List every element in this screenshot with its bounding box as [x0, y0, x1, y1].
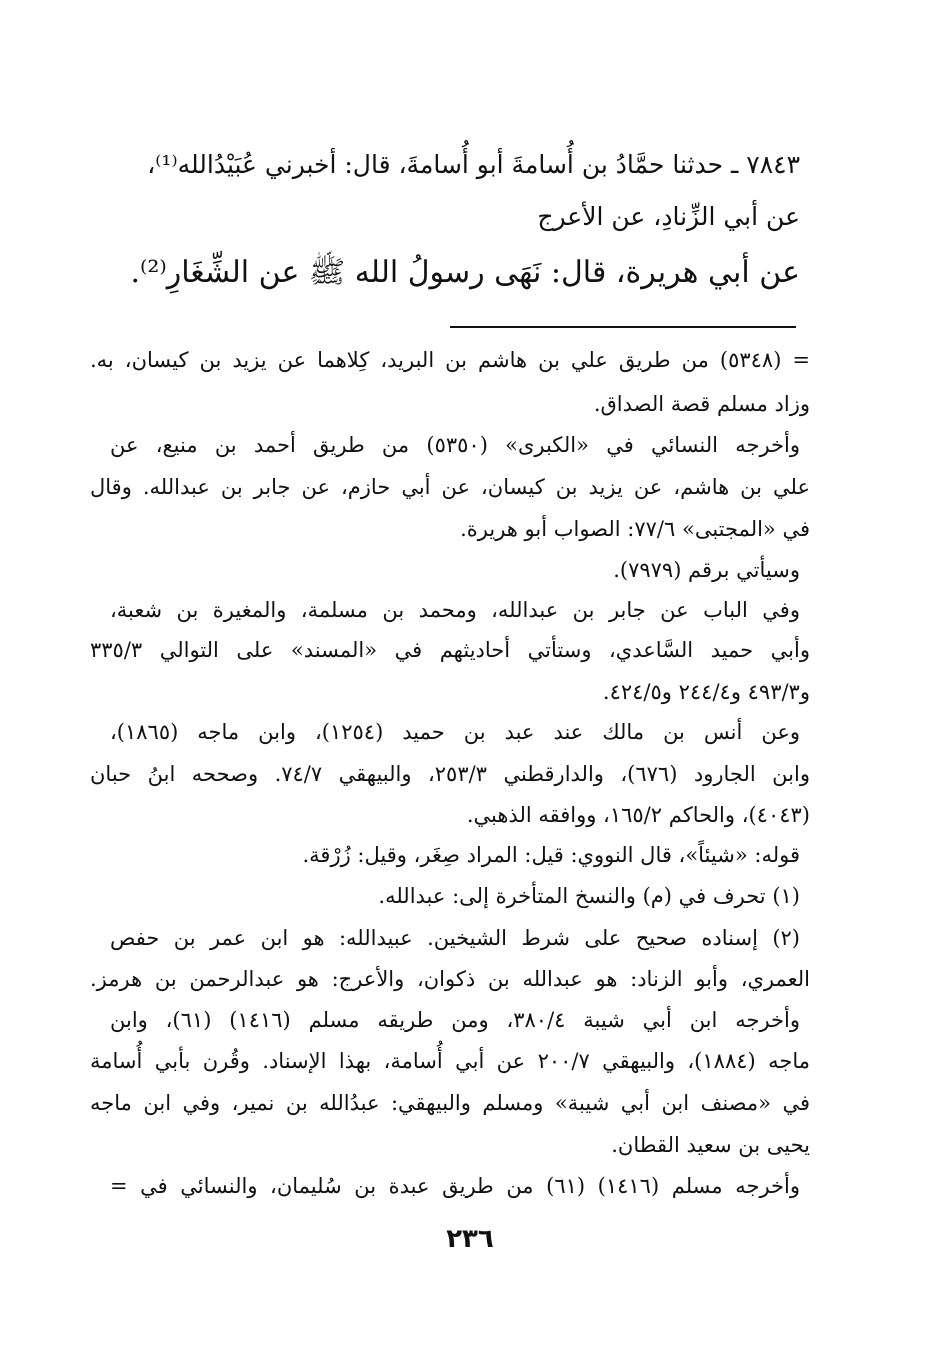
footnote-2-line-2: العمري، وأبو الزناد: هو عبدالله بن ذكوان، والأعرج: هو عبدالرحمن بن هرمز.: [90, 967, 810, 991]
footnote-2-line-1: (٢) إسناده صحيح على شرط الشيخين. عبيدالله: هو ابن عمر بن حفص: [110, 926, 800, 950]
footnote-2-line-3: وأخرجه ابن أبي شيبة ٣٨٠/٤، ومن طريقه مسلم (١٤١٦) (٦١)، وابن: [110, 1008, 800, 1032]
footnote-line-13: قوله: «شيئاً»، قال النووي: قيل: المراد صِغَر، وقيل: زُرْقة.: [302, 843, 800, 867]
footnote-line-6: وسيأتي برقم (٧٩٧٩).: [613, 558, 800, 582]
footnote-line-3: وأخرجه النسائي في «الكبرى» (٥٣٥٠) من طريق أحمد بن منيع، عن: [110, 433, 800, 457]
footnote-line-7: وفي الباب عن جابر بن عبدالله، ومحمد بن مسلمة، والمغيرة بن شعبة،: [110, 598, 800, 622]
footnote-2-line-5: في «مصنف ابن أبي شيبة» ومسلم والبيهقي: عبدُالله بن نمير، وفي ابن ماجه: [90, 1091, 810, 1115]
footnote-line-10: وعن أنس بن مالك عند عبد بن حميد (١٢٥٤)، وابن ماجه (١٨٦٥)،: [110, 720, 800, 744]
footnote-line-2: وزاد مسلم قصة الصداق.: [593, 392, 810, 416]
hadith-line-1: ٧٨٤٣ ـ حدثنا حمَّادُ بن أُسامةَ أبو أُسامةَ، قال: أخبرني عُبَيْدُالله⁽¹⁾،: [147, 150, 800, 179]
footnote-2-line-6: يحيى بن سعيد القطان.: [611, 1133, 810, 1157]
footnote-1: (١) تحرف في (م) والنسخ المتأخرة إلى: عبدالله.: [378, 884, 800, 908]
page-number: ٢٣٦: [446, 1224, 494, 1254]
footnote-2-line-4: ماجه (١٨٨٤)، والبيهقي ٢٠٠/٧ عن أبي أُسامة، بهذا الإسناد. وقُرن بأبي أُسامة: [90, 1049, 810, 1073]
footnote-line-1: = (٥٣٤٨) من طريق علي بن هاشم بن البريد، كِلاهما عن يزيد بن كيسان، به.: [90, 348, 810, 372]
footnote-line-11: وابن الجارود (٦٧٦)، والدارقطني ٢٥٣/٣، والبيهقي ٧٤/٧. وصححه ابنُ حبان: [90, 762, 810, 786]
hadith-line-3: عن أبي هريرة، قال: نَهَى رسولُ الله ﷺ عن الشِّغَارِ⁽²⁾.: [130, 255, 800, 290]
footnote-line-4: علي بن هاشم، عن يزيد بن كيسان، عن أبي حازم، عن جابر بن عبدالله. وقال: [90, 475, 810, 499]
footnote-line-12: (٤٠٤٣)، والحاكم ١٦٥/٢، ووافقه الذهبي.: [466, 803, 810, 827]
hadith-line-2: عن أبي الزِّنادِ، عن الأعرج: [537, 202, 800, 231]
footnote-line-8: وأبي حميد السَّاعدي، وستأتي أحاديثهم في «المسند» على التوالي ٣٣٥/٣: [90, 638, 810, 662]
footnote-line-5: في «المجتبى» ٧٧/٦: الصواب أبو هريرة.: [460, 517, 810, 541]
footnote-2-line-7: وأخرجه مسلم (١٤١٦) (٦١) من طريق عبدة بن سُليمان، والنسائي في =: [110, 1174, 800, 1198]
footnote-separator: [450, 326, 796, 328]
footnote-line-9: و٤٩٣/٣ و٢٤٤/٤ و٤٢٤/٥.: [602, 680, 810, 704]
